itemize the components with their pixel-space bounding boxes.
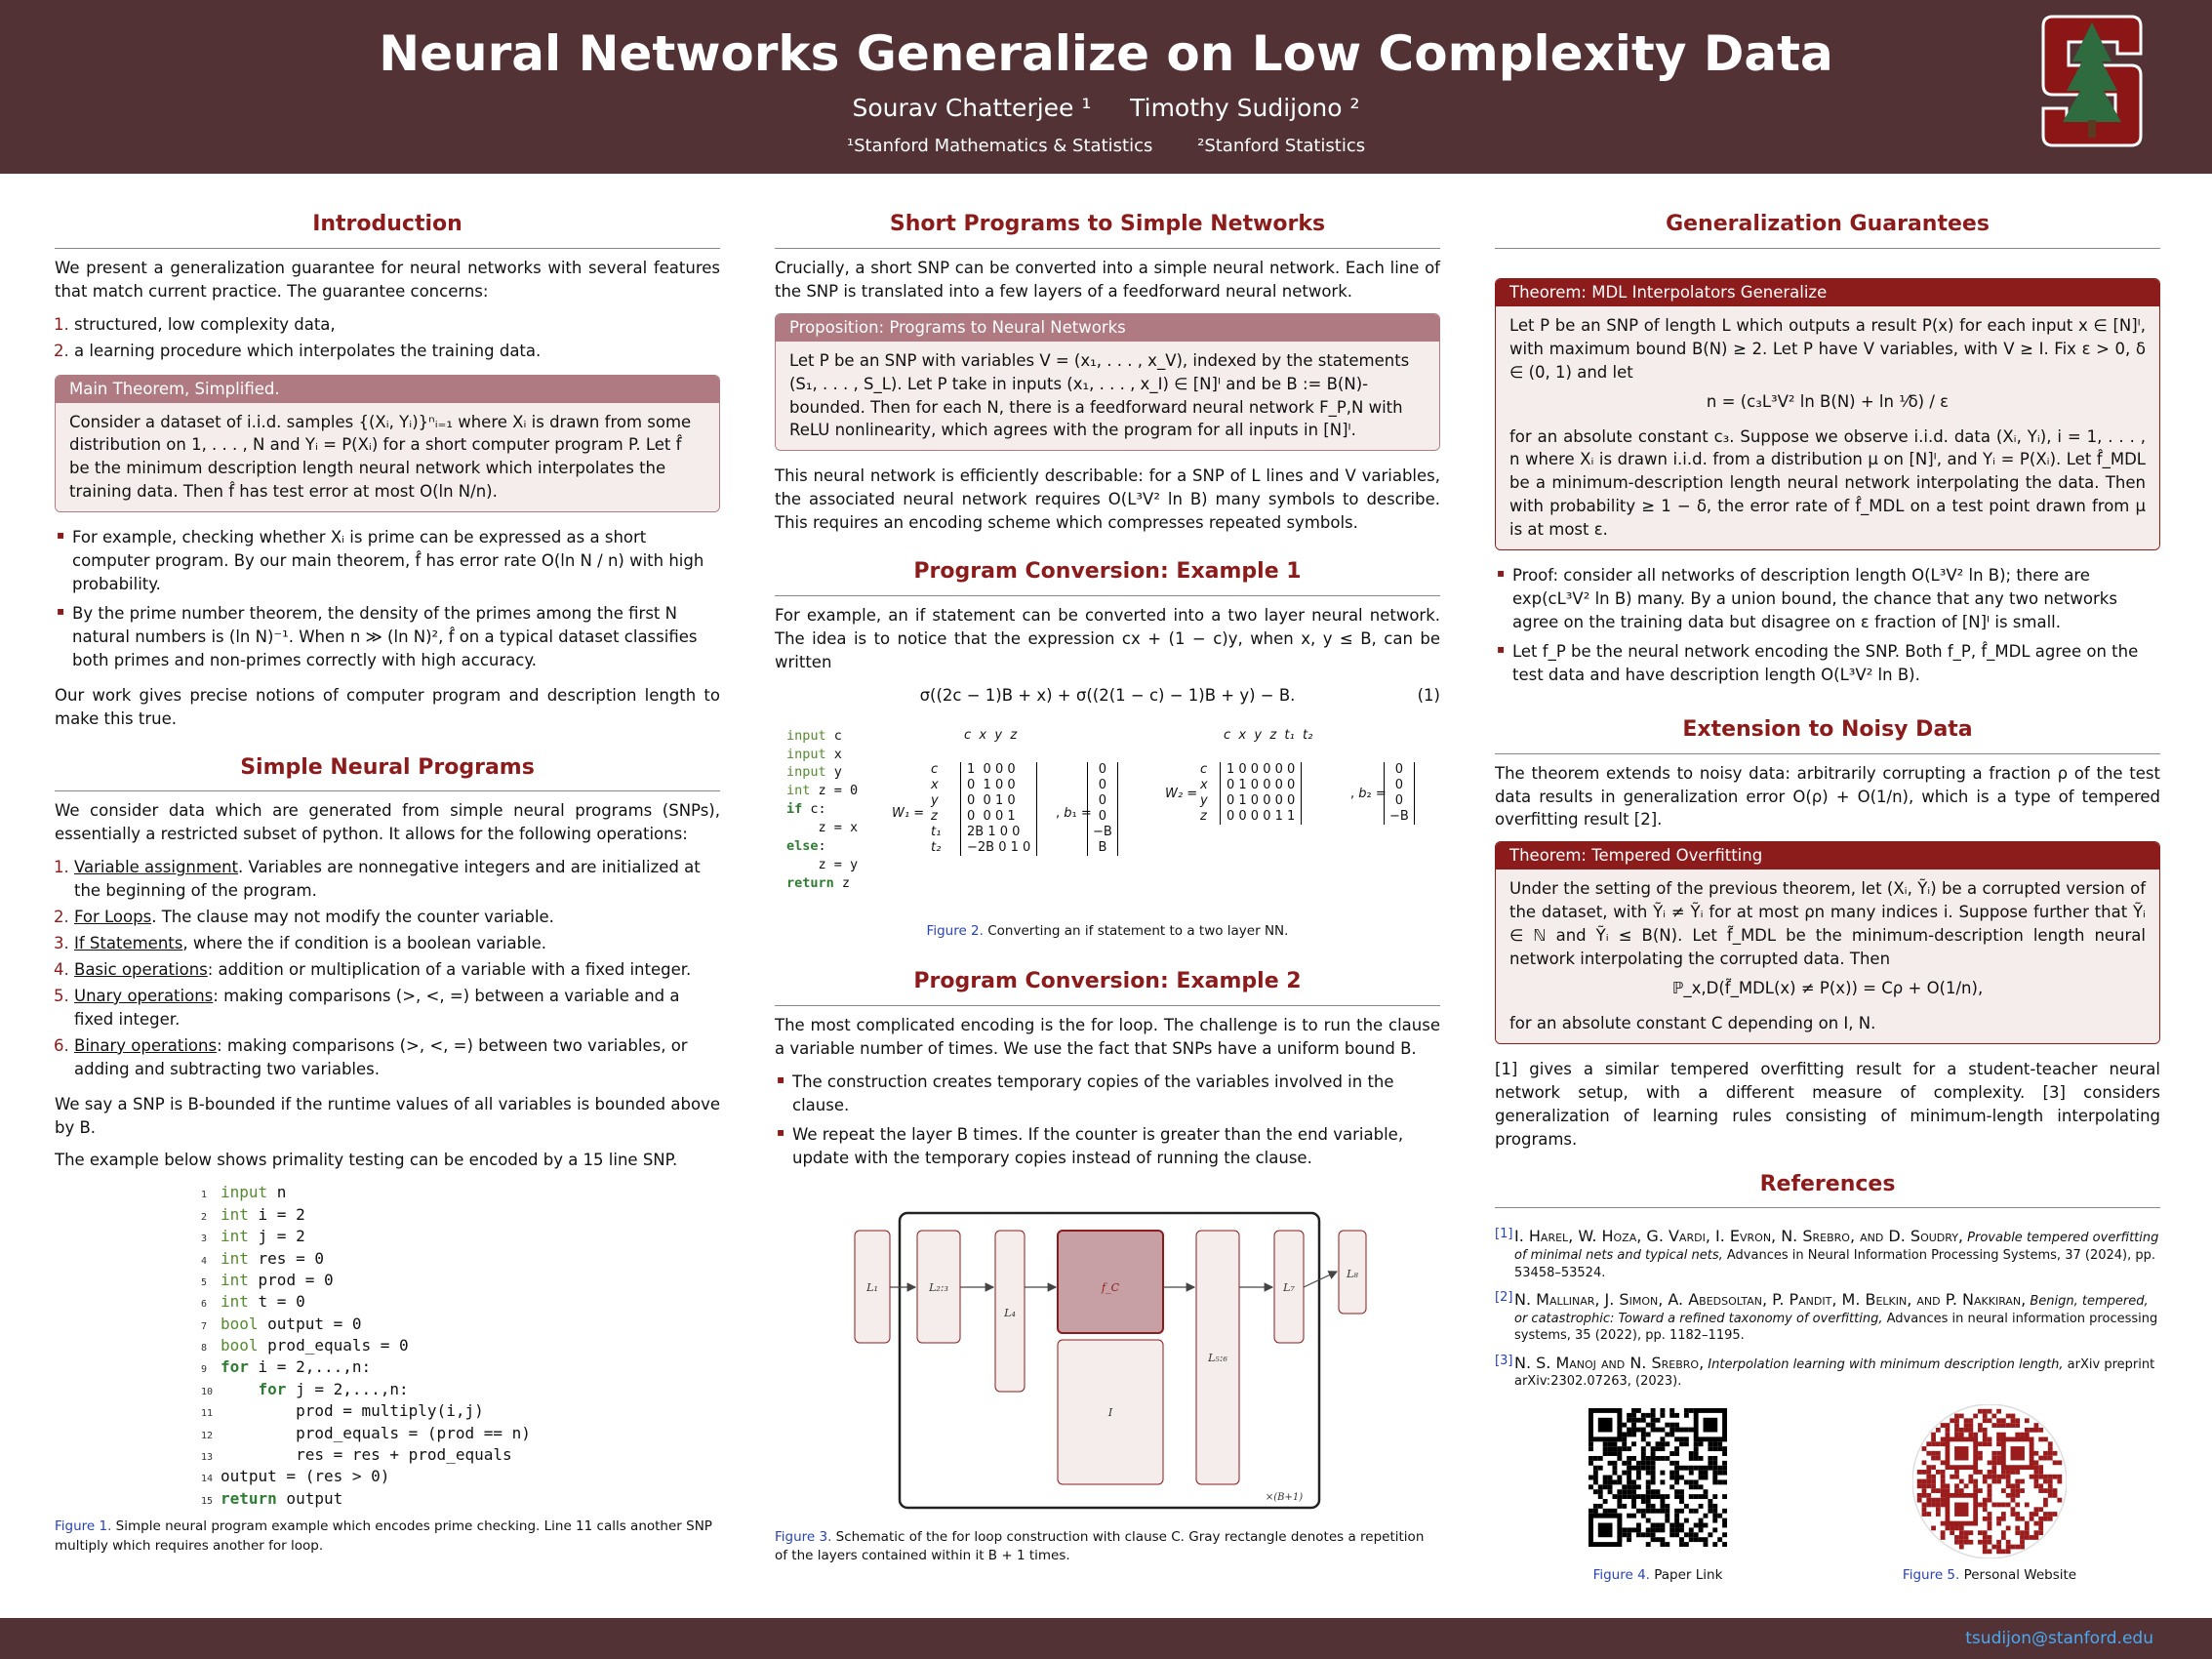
list-item: ▪ The construction creates temporary copies of the variables involved in the clause. <box>792 1071 1440 1117</box>
matrix-entry: x <box>1200 777 1208 792</box>
poster-title: Neural Networks Generalize on Low Complexity Data <box>379 25 1833 82</box>
layer-label: L₄ <box>1004 1306 1016 1319</box>
list-item <box>74 856 720 903</box>
box-title: Theorem: Tempered Overfitting <box>1496 842 2159 870</box>
reference-number: [3] <box>1495 1353 1513 1368</box>
website-qr-code-icon[interactable] <box>1912 1404 2067 1558</box>
matrix-entry: 0 0 0 0 1 1 <box>1227 808 1296 824</box>
reference-title: Interpolation learning with minimum description length, <box>1704 1356 2064 1372</box>
code-keyword: bool <box>221 1314 259 1333</box>
code-keyword: return <box>786 874 834 891</box>
intro-bullets <box>55 526 720 672</box>
line-number: 6 <box>201 1299 208 1311</box>
stanford-logo-icon <box>2039 15 2145 147</box>
code-line <box>786 746 858 764</box>
list-item <box>74 906 720 929</box>
code-line <box>201 1356 720 1378</box>
line-number: 4 <box>201 1255 208 1267</box>
reference-source: arXiv preprint arXiv:2302.07263, (2023). <box>1514 1356 2155 1390</box>
layer-label: f_C <box>1102 1280 1119 1294</box>
snp-paragraph-2: We say a SNP is B-bounded if the runtime values of all variables is bounded above by B. <box>55 1094 720 1137</box>
layer-label: L₂:₃ <box>929 1280 948 1294</box>
line-number: 10 <box>201 1386 214 1397</box>
operation-term: For Loops <box>74 908 152 927</box>
code-line <box>201 1466 720 1487</box>
reference-authors: I. Harel, W. Hoza, G. Vardi, I. Evron, N. Srebro, and D. Soudry, <box>1514 1227 1964 1246</box>
code-line <box>786 874 858 893</box>
poster-footer <box>0 1618 2212 1659</box>
matrix-entry: −B <box>1093 824 1112 839</box>
matrix-entry: 1 0 0 0 0 0 <box>1227 761 1296 777</box>
code-keyword: input <box>786 764 826 781</box>
main-theorem-box <box>55 375 720 513</box>
operation-term: Unary operations <box>74 986 214 1005</box>
column-middle <box>775 209 1440 1566</box>
code-line <box>786 727 858 746</box>
matrix-w2: c x y z t₁ t₂ W₂ = c x y z 1 0 0 0 0 0 0 1 0 0 0 0 0 1 0 0 0 0 0 0 0 0 1 1 , b₂ = 0 0 0 −B <box>1165 727 1438 903</box>
operation-term: Binary operations <box>74 1035 218 1055</box>
code-text: : <box>818 838 826 855</box>
column-left <box>55 209 720 1556</box>
reference-authors: N. S. Manoj and N. Srebro, <box>1514 1353 1705 1372</box>
line-number: 8 <box>201 1343 208 1355</box>
reference-title: Provable tempered overfitting of minimal nets and typical nets, <box>1514 1231 2159 1263</box>
matrix-entry: y <box>931 792 939 808</box>
qr-codes <box>1495 1408 2160 1594</box>
figure-2 <box>775 727 1440 922</box>
line-number: 1 <box>201 1190 208 1201</box>
figure-4-caption: Figure 4. Paper Link <box>1592 1566 1723 1583</box>
layer-label: L₈ <box>1347 1267 1358 1280</box>
code-line <box>786 837 858 856</box>
code-text: x <box>825 746 842 762</box>
code-indent <box>786 857 819 872</box>
code-text: i = 2 <box>248 1204 305 1224</box>
box-title: Theorem: MDL Interpolators Generalize <box>1496 279 2159 306</box>
intro-list <box>55 313 720 363</box>
example-2-bullets <box>775 1071 1440 1170</box>
code-text: res = 0 <box>248 1248 324 1268</box>
tempered-equation: ℙ_x,D(f̃_MDL(x) ≠ P(x)) = Cρ + O(1/n), <box>1671 978 1984 997</box>
layer-label: L₇ <box>1283 1280 1295 1294</box>
example-1-paragraph: For example, an if statement can be converted into a two layer neural network. The idea is to notice that the expression cx + (1 − c)y, when x, y ≤ B, can be written <box>775 606 1440 671</box>
code-text: c <box>825 727 842 744</box>
paper-qr-code-icon[interactable] <box>1589 1408 1727 1547</box>
matrix-entry: 0 <box>1098 777 1107 792</box>
code-text: res = res + prod_equals <box>221 1445 512 1465</box>
equation-1: σ((2c − 1)B + x) + σ((2(1 − c) − 1)B + y) − B. (1) <box>919 685 1440 705</box>
list-item: ▪ For example, checking whether Xᵢ is prime can be expressed as a short computer program. By our main theorem, f̂ has error rate O(ln N / n) with high probability. <box>72 526 720 596</box>
reference-title: Benign, tempered, or catastrophic: Toward a refined taxonomy of overfitting, <box>1514 1294 2149 1326</box>
code-line <box>201 1444 720 1466</box>
matrix-entry: 0 1 0 0 <box>967 777 1016 792</box>
operation-term: Variable assignment <box>74 858 239 877</box>
references-list <box>1495 1226 2160 1391</box>
reference-source: Advances in neural information processing systems, 35 (2022), pp. 1182–1195. <box>1514 1311 2158 1344</box>
matrix-entry: 1 0 0 0 <box>967 761 1016 777</box>
for-loop-schematic <box>775 1192 1440 1514</box>
section-heading-snp: Simple Neural Programs <box>55 752 720 792</box>
reference-item <box>1495 1353 2160 1391</box>
matrix-entry: 0 1 0 0 0 0 <box>1227 792 1296 808</box>
operation-desc: : making comparisons (>, <, =) between two variables, or adding and subtracting two variables. <box>74 1035 688 1078</box>
intro-paragraph: We present a generalization guarantee for neural networks with several features that match current practice. The guarantee concerns: <box>55 258 720 301</box>
generalization-bullets <box>1495 564 2160 687</box>
operation-desc: : addition or multiplication of a variable with a fixed integer. <box>207 959 692 979</box>
matrix-entry: z <box>931 808 938 824</box>
line-number: 15 <box>201 1495 214 1507</box>
box-title: Proposition: Programs to Neural Networks <box>776 314 1439 342</box>
code-keyword: return <box>221 1488 277 1508</box>
list-item: ▪ Proof: consider all networks of description length O(L³V² ln B); there are exp(cL³V² ln B) many. By a union bound, the chance that any two networks agree on the training data but disagree on ε fraction of [N]ᴵ is small. <box>1512 564 2160 634</box>
layer-label: L₁ <box>866 1280 878 1294</box>
matrix-entry: 0 0 0 1 <box>967 808 1016 824</box>
code-text: z = x <box>818 820 859 836</box>
list-item: 1. structured, low complexity data, <box>74 313 720 337</box>
matrix-entry: 0 <box>1394 777 1404 792</box>
code-line <box>201 1400 720 1422</box>
prime-code-listing <box>201 1182 720 1510</box>
line-number: 5 <box>201 1276 208 1288</box>
code-text: prod_equals = 0 <box>258 1336 409 1356</box>
code-text: j = 2 <box>248 1227 305 1246</box>
code-line <box>786 819 858 837</box>
code-line <box>201 1314 720 1335</box>
code-keyword: int <box>221 1270 249 1289</box>
snp-paragraph-3: The example below shows primality testing can be encoded by a 15 line SNP. <box>55 1151 678 1170</box>
poster-affiliations: ¹Stanford Mathematics & Statistics ²Stanford Statistics <box>846 136 1366 156</box>
matrix-entry: 0 <box>1098 792 1107 808</box>
short-paragraph: Crucially, a short SNP can be converted into a simple neural network. Each line of the SNP is translated into a few layers of a feedforward neural network. <box>775 258 1440 301</box>
list-item <box>74 958 720 982</box>
code-line <box>201 1335 720 1356</box>
reference-item <box>1495 1289 2160 1345</box>
code-line <box>201 1488 720 1510</box>
contact-email-link[interactable]: tsudijon@stanford.edu <box>1965 1629 2153 1648</box>
code-line <box>786 800 858 819</box>
operation-desc: , where the if condition is a boolean variable. <box>182 934 547 953</box>
section-heading-noisy: Extension to Noisy Data <box>1495 714 2160 754</box>
code-text: z <box>833 874 851 891</box>
code-text: y <box>825 764 842 781</box>
intro-paragraph-2: Our work gives precise notions of computer program and description length to make this true. <box>55 685 720 728</box>
matrix-entry: −B <box>1389 808 1409 824</box>
code-keyword: bool <box>221 1336 259 1356</box>
code-keyword: int <box>221 1248 249 1268</box>
figure-2-caption: Figure 2. Converting an if statement to a two layer NN. <box>926 922 1289 939</box>
list-item: 2. a learning procedure which interpolates the training data. <box>74 340 720 363</box>
code-text: output = (res > 0) <box>221 1467 390 1486</box>
box-title: Main Theorem, Simplified. <box>56 376 719 403</box>
operation-desc: . The clause may not modify the counter variable. <box>151 908 554 927</box>
box-body-2: for an absolute constant c₃. Suppose we observe i.i.d. data (Xᵢ, Yᵢ), i = 1, . . . , n where Xᵢ is drawn i.i.d. from a distribution μ on [N]ᴵ, and Yᵢ = P(Xᵢ). Let f̂_MDL be a minimum-description length neural network interpolating the data. Then with probability ≥ 1 − δ, the error rate of f̂_MDL on a test point drawn from μ is at most ε. <box>1509 426 2146 540</box>
matrix-entry: c <box>1200 761 1208 777</box>
code-indent <box>786 820 819 835</box>
line-number: 9 <box>201 1364 208 1376</box>
example-2-paragraph: The most complicated encoding is the for loop. The challenge is to run the clause a variable number of times. We use the fact that SNPs have a uniform bound B. <box>775 1016 1440 1059</box>
tempered-theorem-box <box>1495 841 2160 1043</box>
box-body: Let P be an SNP of length L which outputs a result P(x) for each input x ∈ [N]ᴵ, with maximum bound B(N) ≥ 2. Let P have V variables, with V ≥ I. Fix ε > 0, δ ∈ (0, 1) and let <box>1509 315 2146 382</box>
code-text: prod = multiply(i,j) <box>221 1401 484 1421</box>
code-keyword: for <box>258 1379 287 1398</box>
matrix-entry: B <box>1098 839 1107 855</box>
proposition-box <box>775 313 1440 452</box>
code-line <box>201 1248 720 1270</box>
section-heading-short-programs: Short Programs to Simple Networks <box>775 209 1440 249</box>
code-line <box>201 1226 720 1247</box>
noisy-paragraph: The theorem extends to noisy data: arbitrarily corrupting a fraction ρ of the test data results in generalization error O(ρ) + O(1/n), which is a type of tempered overfitting result [2]. <box>1495 763 2160 830</box>
matrix-entry: y <box>1200 792 1208 808</box>
code-keyword: for <box>221 1357 249 1377</box>
matrix-entry: 2B 1 0 0 <box>967 824 1021 839</box>
code-keyword: input <box>786 727 826 744</box>
code-text: output = 0 <box>258 1314 362 1333</box>
figure-5-caption: Figure 5. Personal Website <box>1902 1566 2077 1583</box>
matrix-entry: z <box>1200 808 1207 824</box>
code-line <box>201 1182 720 1203</box>
box-body: Let P be an SNP with variables V = (x₁, . . . , x_V), indexed by the statements (S₁, . . . , S_L). Let P take in inputs (x₁, . . . , x_I) ∈ [N]ᴵ and be B := B(N)-bounded. Then for each N, there is a feedforward neural network F_P,N with ReLU nonlinearity, which agrees with the program for all inputs in [N]ᴵ. <box>776 342 1439 451</box>
mdl-theorem-box <box>1495 278 2160 550</box>
matrix-entry: c <box>931 761 939 777</box>
layer-label: L₅:₆ <box>1208 1351 1227 1364</box>
line-number: 2 <box>201 1211 208 1223</box>
operation-desc: . Variables are nonnegative integers and are initialized at the beginning of the program. <box>74 858 701 901</box>
box-body-2: for an absolute constant C depending on I, N. <box>1509 1013 1876 1032</box>
code-keyword: int <box>221 1227 249 1246</box>
matrix-entry: t₂ <box>931 839 942 855</box>
section-heading-references: References <box>1495 1169 2160 1209</box>
code-line <box>786 763 858 782</box>
line-number: 14 <box>201 1474 214 1485</box>
matrix-entry: t₁ <box>931 824 942 839</box>
box-body: Consider a dataset of i.i.d. samples {(Xᵢ, Yᵢ)}ⁿᵢ₌₁ where Xᵢ is drawn from some distribution on 1, . . . , N and Yᵢ = P(Xᵢ) for a short computer program P. Let f̂ be the minimum description length neural network which interpolates the training data. Then f̂ has test error at most O(ln N/n). <box>56 403 719 512</box>
operation-term: If Statements <box>74 934 183 953</box>
code-text: output <box>276 1488 343 1508</box>
list-item: ▪ We repeat the layer B times. If the counter is greater than the end variable, update with the temporary copies instead of running the clause. <box>792 1123 1440 1170</box>
list-item: ▪ By the prime number theorem, the density of the primes among the first N natural numbers is (ln N)⁻¹. When n ≫ (ln N)², f̂ on a typical dataset classifies both primes and non-primes correctly with high accuracy. <box>72 602 720 672</box>
code-line <box>786 782 858 800</box>
code-keyword: int <box>221 1292 249 1312</box>
list-item: ▪ Let f_P be the neural network encoding the SNP. Both f_P, f̂_MDL agree on the test data and have description length O(L³V² ln B). <box>1512 640 2160 687</box>
matrix-entry: 0 <box>1098 808 1107 824</box>
code-text: z = y <box>818 856 859 872</box>
line-number: 12 <box>201 1430 214 1441</box>
reference-authors: N. Mallinar, J. Simon, A. Abedsoltan, P. Pandit, M. Belkin, and P. Nakkiran, <box>1514 1290 2027 1310</box>
code-keyword: input <box>221 1183 268 1202</box>
figure-3-caption: Figure 3. Schematic of the for loop construction with clause C. Gray rectangle denotes a repetition of the layers contained within it B + 1 times. <box>775 1528 1425 1564</box>
matrix-w1: c x y z W₁ = c x y z t₁ t₂ 1 0 0 0 0 1 0 0 0 0 1 0 0 0 0 1 2B 1 0 0 −2B 0 1 0 , b₁ = 0 0 0 0 −B B <box>892 727 1102 903</box>
code-text: t = 0 <box>248 1292 305 1312</box>
reference-item <box>1495 1226 2160 1281</box>
section-heading-example-2: Program Conversion: Example 2 <box>775 966 1440 1006</box>
section-heading-introduction: Introduction <box>55 209 720 249</box>
snp-paragraph: We consider data which are generated from simple neural programs (SNPs), essentially a restricted subset of python. It allows for the following operations: <box>55 801 720 844</box>
code-keyword: else <box>786 838 819 855</box>
list-item <box>74 932 720 955</box>
code-line <box>201 1379 720 1400</box>
column-right <box>1495 209 2160 1594</box>
poster-header <box>0 0 2212 174</box>
layer-label: I <box>1107 1405 1113 1419</box>
short-paragraph-2: This neural network is efficiently describable: for a SNP of L lines and V variables, the associated neural network requires O(L³V² ln B) many symbols to describe. This requires an encoding scheme which compresses repeated symbols. <box>775 466 1440 533</box>
code-text: n <box>267 1183 287 1202</box>
code-text: j = 2,...,n: <box>286 1379 409 1398</box>
snp-operations-list <box>55 856 720 1080</box>
mdl-equation: n = (c₃L³V² ln B(N) + ln ¹⁄δ) / ε <box>1706 391 1950 411</box>
code-keyword: int <box>221 1204 249 1224</box>
code-line <box>786 856 858 874</box>
code-line <box>201 1204 720 1226</box>
section-heading-generalization: Generalization Guarantees <box>1495 209 2160 249</box>
code-line <box>201 1291 720 1313</box>
matrix-entry: −2B 0 1 0 <box>967 839 1031 855</box>
code-text: z = 0 <box>810 783 859 799</box>
code-keyword: int <box>786 783 811 799</box>
list-item <box>74 1034 720 1081</box>
poster-authors: Sourav Chatterjee ¹ Timothy Sudijono ² <box>852 94 1360 122</box>
box-body: Under the setting of the previous theorem, let (Xᵢ, Ỹᵢ) be a corrupted version of the dataset, with Ỹᵢ ≠ Ỹᵢ for at most ρn many indices i. Suppose further that Ỹᵢ ∈ ℕ and Ỹᵢ ≤ B(N). Let f̃_MDL be the minimum-description length neural network interpolating the corrupted data. Then <box>1509 879 2146 969</box>
matrix-entry: x <box>931 777 939 792</box>
matrix-entry: 0 <box>1394 761 1404 777</box>
line-number: 3 <box>201 1234 208 1245</box>
code-line <box>201 1270 720 1291</box>
code-keyword: if <box>786 801 803 818</box>
matrix-entry: 0 <box>1394 792 1404 808</box>
list-item <box>74 985 720 1032</box>
code-text: prod = 0 <box>248 1270 334 1289</box>
if-code-listing <box>786 727 858 893</box>
code-text: prod_equals = (prod == n) <box>221 1423 531 1442</box>
reference-source: Advances in Neural Information Processing Systems, 37 (2024), pp. 53458–53524. <box>1514 1248 2156 1280</box>
reference-number: [2] <box>1495 1290 1513 1306</box>
line-number: 13 <box>201 1452 214 1464</box>
code-keyword: input <box>786 746 826 762</box>
code-text: c: <box>802 801 826 818</box>
operation-desc: : making comparisons (>, <, =) between a variable and a fixed integer. <box>74 986 680 1029</box>
line-number: 11 <box>201 1408 214 1420</box>
operation-term: Basic operations <box>74 959 208 979</box>
section-heading-example-1: Program Conversion: Example 1 <box>775 556 1440 596</box>
matrix-entry: 0 <box>1098 761 1107 777</box>
code-text: i = 2,...,n: <box>248 1357 372 1377</box>
code-line <box>201 1423 720 1444</box>
matrix-entry: 0 0 1 0 <box>967 792 1016 808</box>
repeat-label: ×(B+1) <box>1265 1491 1304 1503</box>
figure-1-caption: Figure 1. Simple neural program example which encodes prime checking. Line 11 calls another SNP multiply which requires another for loop. <box>55 1518 712 1554</box>
code-indent <box>221 1380 259 1398</box>
noisy-paragraph-2: [1] gives a similar tempered overfitting result for a student-teacher neural network setup, with a different measure of complexity. [3] considers generalization of learning rules consisting of minimum-length interpolating programs. <box>1495 1059 2160 1149</box>
matrix-entry: 0 1 0 0 0 0 <box>1227 777 1296 792</box>
reference-number: [1] <box>1495 1227 1513 1242</box>
line-number: 7 <box>201 1320 208 1332</box>
